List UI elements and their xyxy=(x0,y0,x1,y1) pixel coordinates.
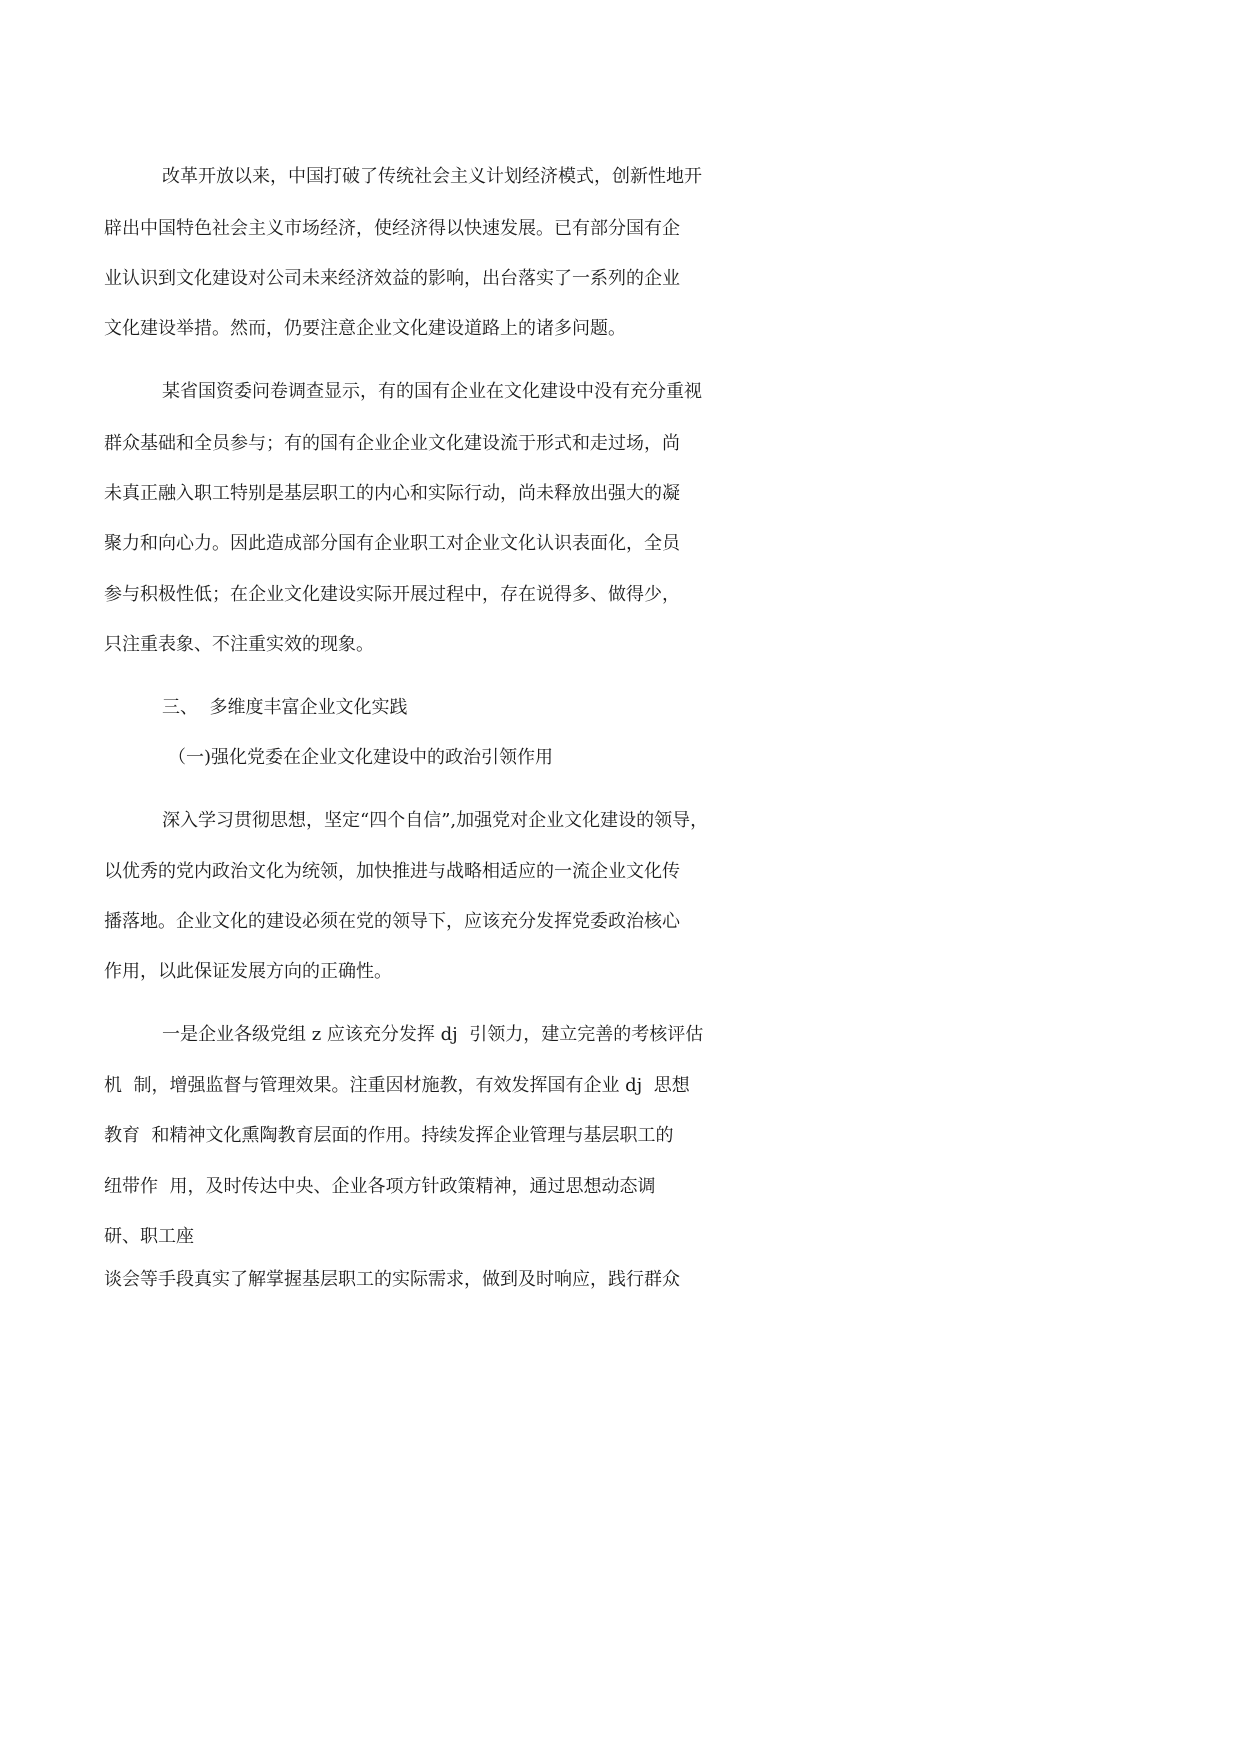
paragraph-4-line-4: 纽带作 用，及时传达中央、企业各项方针政策精神，通过思想动态调 xyxy=(104,1176,656,1197)
paragraph-1-line-3: 业认识到文化建设对公司未来经济效益的影响，出台落实了一系列的企业 xyxy=(104,268,680,289)
section-heading: 三、 多维度丰富企业文化实践 xyxy=(162,697,408,718)
paragraph-2-line-4: 聚力和向心力。因此造成部分国有企业职工对企业文化认识表面化，全员 xyxy=(104,533,680,554)
paragraph-4-line-3: 教育 和精神文化熏陶教育层面的作用。持续发挥企业管理与基层职工的 xyxy=(104,1125,674,1146)
paragraph-2-line-5: 参与积极性低；在企业文化建设实际开展过程中，存在说得多、做得少， xyxy=(104,584,680,605)
paragraph-3-line-1: 深入学习贯彻思想，坚定“四个自信”,加强党对企业文化建设的领导， xyxy=(162,810,709,831)
paragraph-3-line-3: 播落地。企业文化的建设必须在党的领导下，应该充分发挥党委政治核心 xyxy=(104,911,680,932)
paragraph-2-line-2: 群众基础和全员参与；有的国有企业企业文化建设流于形式和走过场，尚 xyxy=(104,433,680,454)
subsection-heading: （一)强化党委在企业文化建设中的政治引领作用 xyxy=(168,747,554,768)
paragraph-1-line-4: 文化建设举措。然而，仍要注意企业文化建设道路上的诸多问题。 xyxy=(104,318,626,339)
paragraph-4-line-2: 机 制，增强监督与管理效果。注重因材施教，有效发挥国有企业 dj 思想 xyxy=(104,1075,690,1096)
paragraph-4-line-6: 谈会等手段真实了解掌握基层职工的实际需求，做到及时响应，践行群众 xyxy=(104,1269,680,1290)
paragraph-2-line-3: 未真正融入职工特别是基层职工的内心和实际行动，尚未释放出强大的凝 xyxy=(104,483,680,504)
paragraph-3-line-4: 作用，以此保证发展方向的正确性。 xyxy=(104,961,392,982)
paragraph-1-line-2: 辟出中国特色社会主义市场经济，使经济得以快速发展。已有部分国有企 xyxy=(104,218,680,239)
paragraph-4-line-1: 一是企业各级党组 z 应该充分发挥 dj 引领力，建立完善的考核评估 xyxy=(162,1024,704,1045)
paragraph-1-line-1: 改革开放以来，中国打破了传统社会主义计划经济模式，创新性地开 xyxy=(162,166,702,187)
paragraph-2-line-1: 某省国资委问卷调查显示，有的国有企业在文化建设中没有充分重视 xyxy=(162,381,702,402)
paragraph-4-line-5: 研、职工座 xyxy=(104,1226,194,1247)
paragraph-2-line-6: 只注重表象、不注重实效的现象。 xyxy=(104,634,374,655)
paragraph-3-line-2: 以优秀的党内政治文化为统领，加快推进与战略相适应的一流企业文化传 xyxy=(104,861,680,882)
